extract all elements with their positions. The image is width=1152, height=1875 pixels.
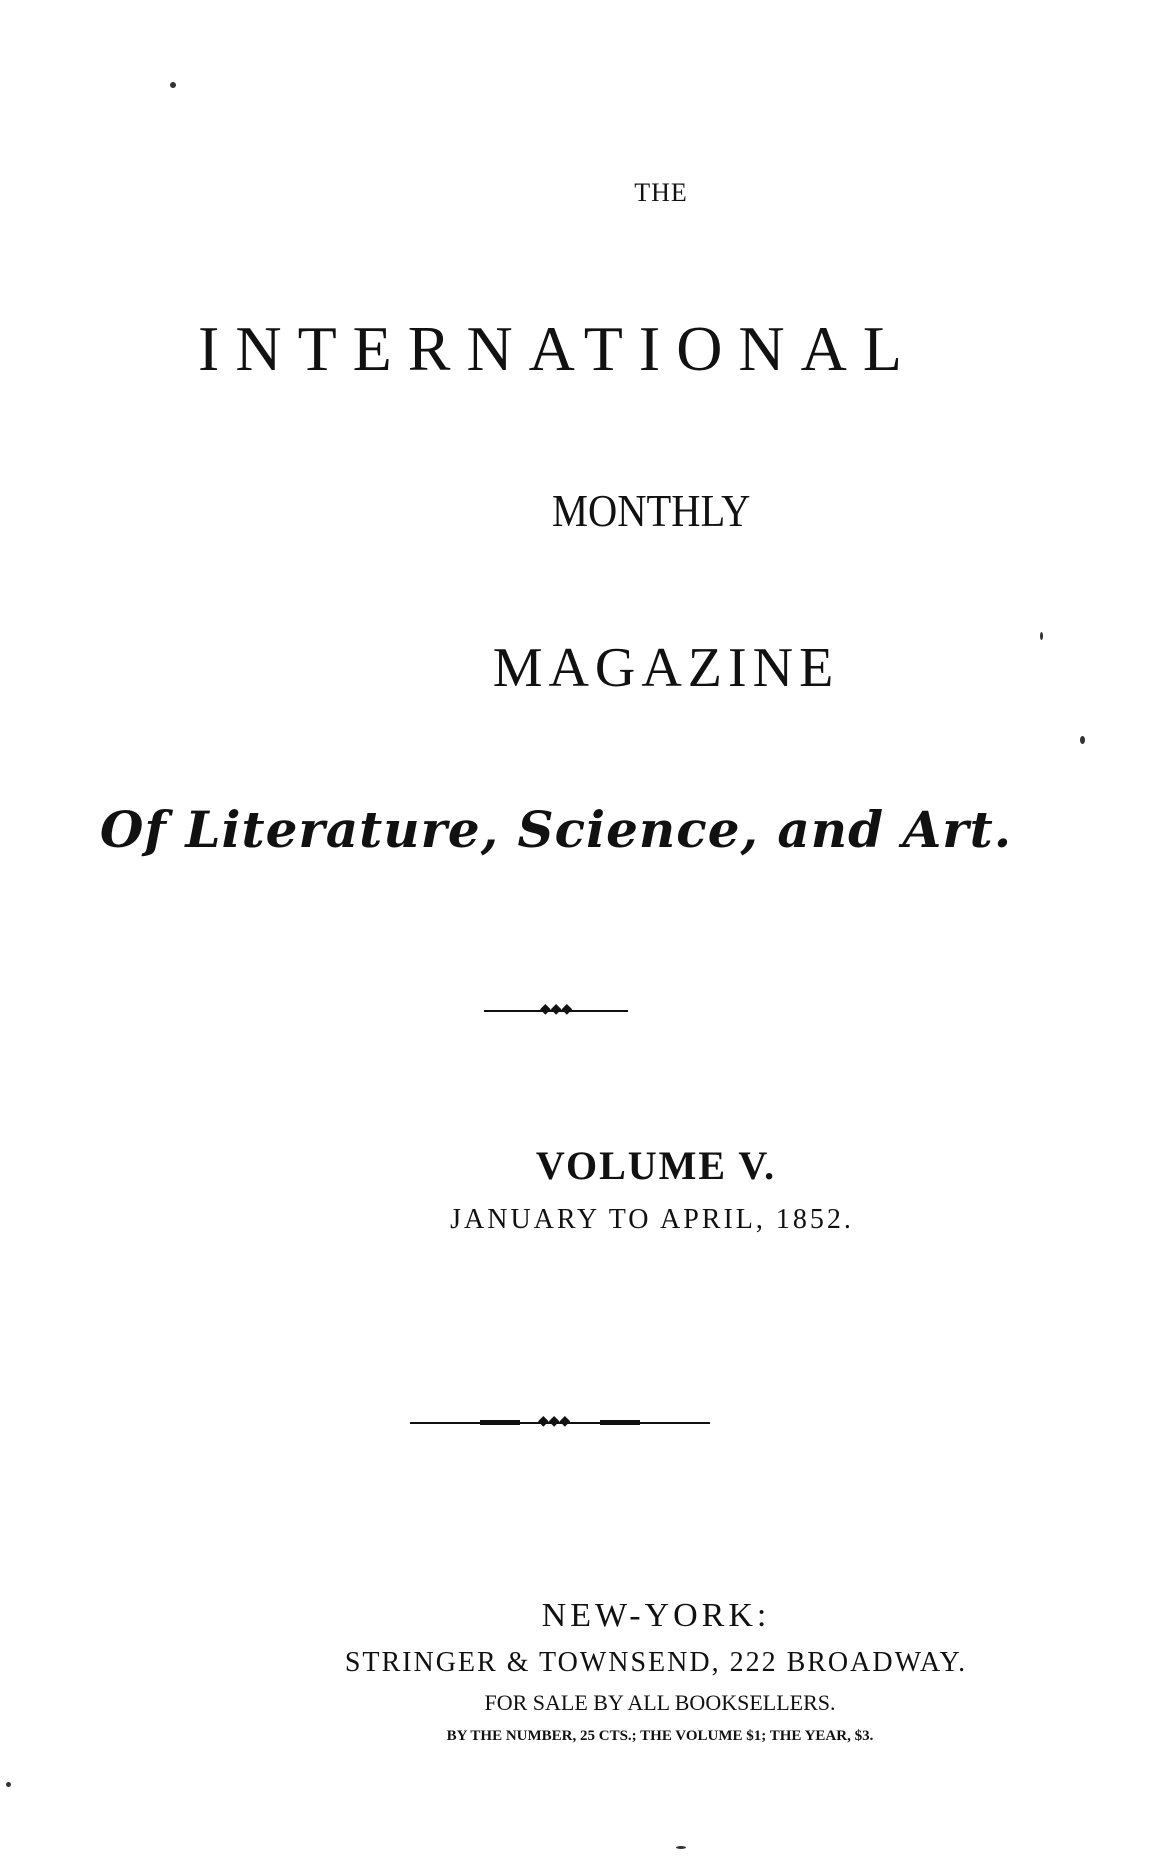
scan-speck (1040, 632, 1043, 640)
imprint-place: NEW-YORK: (541, 1597, 771, 1634)
scan-speck (1080, 736, 1085, 744)
diamond-ornament-icon: ◆◆◆ (540, 1002, 573, 1017)
volume-heading: VOLUME V. (535, 1143, 777, 1188)
magazine-title-monthly: MONTHLY (552, 485, 751, 536)
imprint-price: BY THE NUMBER, 25 CTS.; THE VOLUME $1; THE YEAR, $3. (446, 1728, 874, 1744)
magazine-title-international: INTERNATIONAL (198, 313, 918, 384)
scan-speck (6, 1782, 11, 1787)
diamond-ornament-icon: ◆◆◆ (538, 1414, 571, 1429)
magazine-subtitle: Of Literature, Science, and Art. (99, 800, 1013, 859)
rule-thick-right (600, 1420, 640, 1425)
magazine-title-magazine: MAGAZINE (492, 637, 840, 699)
imprint-publisher: STRINGER & TOWNSEND, 222 BROADWAY. (344, 1647, 968, 1678)
scan-speck (170, 82, 176, 88)
rule-thick-left (480, 1420, 520, 1425)
volume-dates: JANUARY TO APRIL, 1852. (450, 1204, 854, 1235)
scan-speck (676, 1846, 686, 1849)
imprint-for-sale: FOR SALE BY ALL BOOKSELLERS. (484, 1690, 836, 1715)
article-word: THE (634, 178, 688, 207)
